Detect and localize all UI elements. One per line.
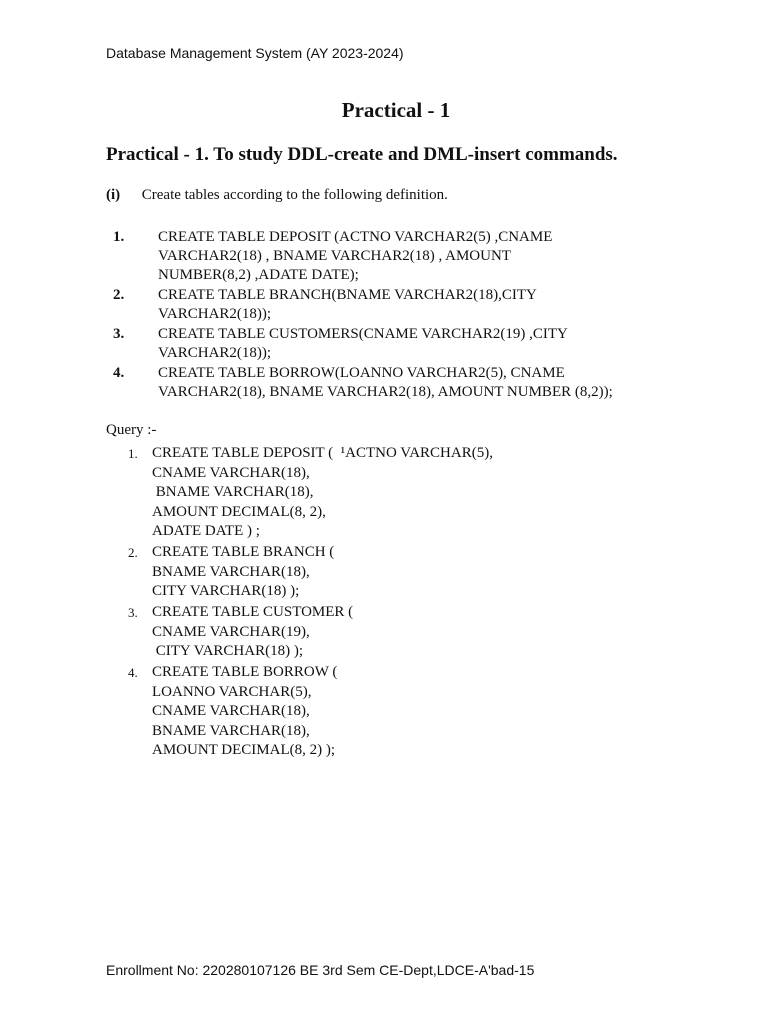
definition-list (106, 228, 706, 403)
query-item (106, 603, 706, 662)
query-line: BNAME VARCHAR(18), (152, 484, 314, 500)
definition-number: 1. (113, 229, 125, 245)
definition-number: 2. (113, 287, 125, 303)
query-line: AMOUNT DECIMAL(8, 2), (152, 503, 326, 520)
query-list (106, 444, 706, 762)
definition-item (106, 364, 706, 402)
query-item (106, 444, 706, 542)
intro-line (106, 187, 448, 204)
query-line: CREATE TABLE DEPOSIT ( ¹ACTNO VARCHAR(5), (152, 445, 493, 461)
query-item (106, 663, 706, 761)
definition-number: 4. (113, 365, 125, 381)
query-line: LOANNO VARCHAR(5), (152, 683, 312, 700)
intro-number: (i) (106, 187, 121, 203)
query-line: CITY VARCHAR(18) ); (152, 643, 303, 659)
practical-subtitle: Practical - 1. To study DDL-create and DML-insert commands. (106, 144, 618, 165)
query-item (106, 543, 706, 602)
query-line: CNAME VARCHAR(18), (152, 703, 310, 719)
query-line: CREATE TABLE CUSTOMER ( (152, 604, 354, 620)
query-line: BNAME VARCHAR(18), (152, 722, 310, 739)
definition-item (106, 286, 706, 324)
query-line: CREATE TABLE BORROW ( (152, 664, 338, 680)
query-number: 3. (128, 605, 138, 620)
query-line: BNAME VARCHAR(18), (152, 563, 310, 580)
query-line: ADATE DATE ) ; (152, 523, 260, 539)
query-number: 4. (128, 665, 138, 680)
definition-line: CREATE TABLE BORROW(LOANNO VARCHAR2(5), CNAME (158, 365, 565, 381)
intro-text: Create tables according to the following definition. (141, 187, 448, 203)
query-line: CREATE TABLE BRANCH ( (152, 544, 335, 560)
query-line: CNAME VARCHAR(18), (152, 464, 310, 481)
query-line: CNAME VARCHAR(19), (152, 623, 310, 640)
definition-line: VARCHAR2(18), BNAME VARCHAR2(18), AMOUNT NUMBER (8,2)); (158, 384, 613, 400)
page-footer: Enrollment No: 220280107126 BE 3rd Sem CE-Dept,LDCE-A'bad-15 (106, 962, 535, 978)
page-title: Practical - 1 (341, 98, 451, 122)
definition-line: VARCHAR2(18) , BNAME VARCHAR2(18) , AMOUNT (158, 248, 511, 264)
definition-number: 3. (113, 326, 125, 342)
definition-line: VARCHAR2(18)); (158, 306, 272, 322)
definition-line: NUMBER(8,2) ,ADATE DATE); (158, 267, 359, 283)
definition-line: CREATE TABLE BRANCH(BNAME VARCHAR2(18),CITY (158, 287, 537, 303)
definition-line: CREATE TABLE DEPOSIT (ACTNO VARCHAR2(5) ,CNAME (158, 229, 553, 245)
definition-item (106, 228, 706, 285)
page-header: Database Management System (AY 2023-2024) (106, 45, 404, 61)
query-number: 2. (128, 545, 138, 560)
query-label: Query :- (106, 422, 157, 438)
query-number: 1. (128, 446, 138, 461)
definition-item (106, 325, 706, 363)
query-line: CITY VARCHAR(18) ); (152, 583, 300, 599)
definition-line: CREATE TABLE CUSTOMERS(CNAME VARCHAR2(19) ,CITY (158, 326, 568, 342)
definition-line: VARCHAR2(18)); (158, 345, 272, 361)
query-line: AMOUNT DECIMAL(8, 2) ); (152, 742, 336, 758)
